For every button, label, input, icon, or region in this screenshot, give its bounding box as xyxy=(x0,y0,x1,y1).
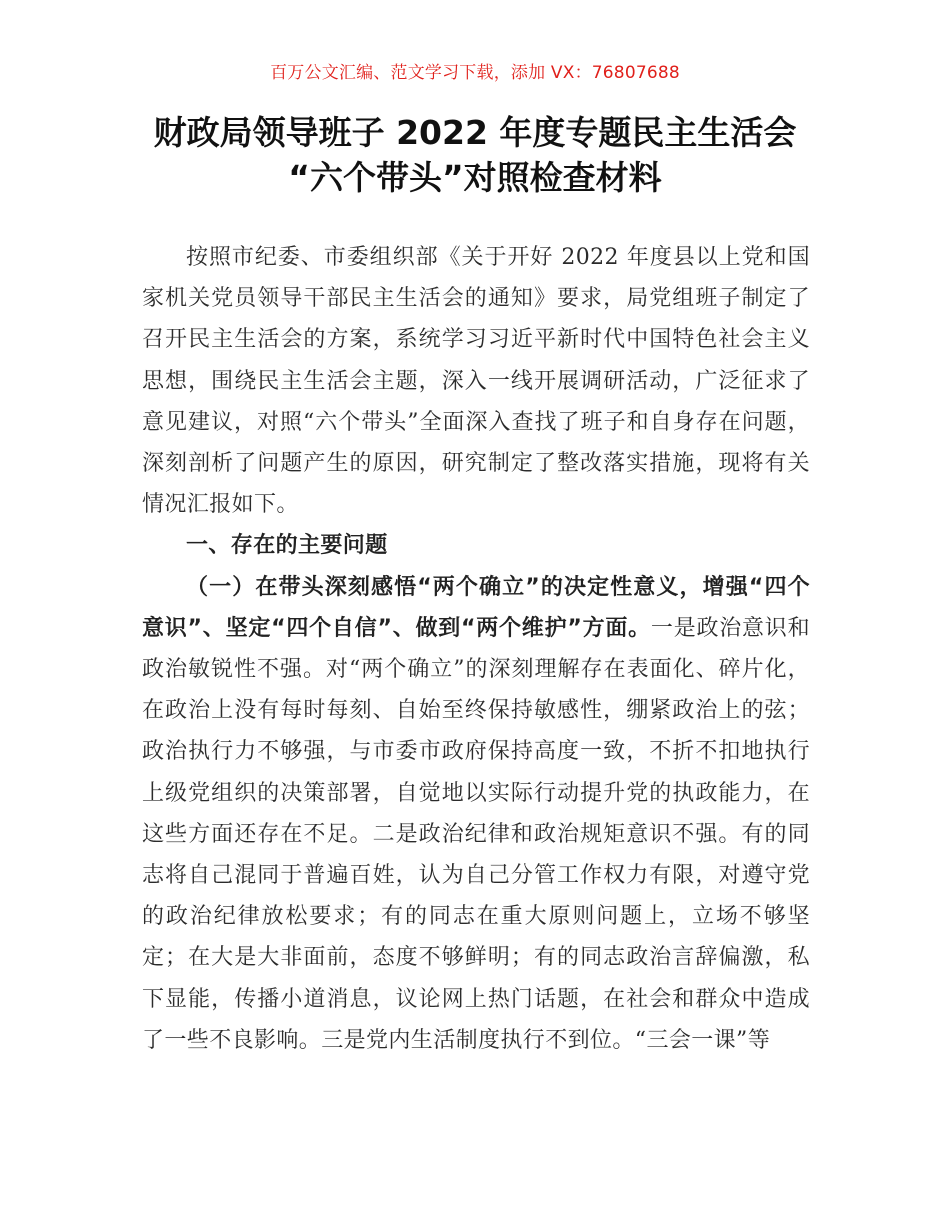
watermark-banner: 百万公文汇编、范文学习下载，添加 VX：76807688 xyxy=(270,63,680,83)
document-title xyxy=(60,110,890,200)
title-line-1: 财政局领导班子 2022 年度专题民主生活会 xyxy=(153,113,797,152)
title-line-2: “六个带头”对照检查材料 xyxy=(288,158,662,197)
subsection-paragraph xyxy=(142,567,810,1061)
subsection-body: 一是政治意识和政治敏锐性不强。对“两个确立”的深刻理解存在表面化、碎片化，在政治上没有每时每刻、自始至终保持敏感性，绷紧政治上的弦；政治执行力不够强，与市委市政府保持高度一致，不折不扣地执行上级党组织的决策部署，自觉地以实际行动提升党的执政能力，在这些方面还存在不足。二是政治纪律和政治规矩意识不强。有的同志将自己混同于普遍百姓，认为自己分管工作权力有限，对遵守党的政治纪律放松要求；有的同志在重大原则问题上，立场不够坚定；在大是大非面前，态度不够鲜明；有的同志政治言辞偏激，私下显能，传播小道消息，议论网上热门话题，在社会和群众中造成了一些不良影响。三是党内生活制度执行不到位。“三会一课”等 xyxy=(142,615,810,1053)
section-heading: 一、存在的主要问题 xyxy=(186,533,388,559)
intro-paragraph: 按照市纪委、市委组织部《关于开好 2022 年度县以上党和国家机关党员领导干部民主生活会的通知》要求，局党组班子制定了召开民主生活会的方案，系统学习习近平新时代中国特色社会主义思想，围绕民主生活会主题，深入一线开展调研活动，广泛征求了意见建议，对照“六个带头”全面深入查找了班子和自身存在问题，深刻剖析了问题产生的原因，研究制定了整改落实措施，现将有关情况汇报如下。 xyxy=(142,245,810,518)
subsection-heading: （一）在带头深刻感悟“两个确立”的决定性意义，增强“四个意识”、坚定“四个自信”、做到“两个维护”方面。 xyxy=(142,574,810,641)
document-body xyxy=(142,237,810,1061)
